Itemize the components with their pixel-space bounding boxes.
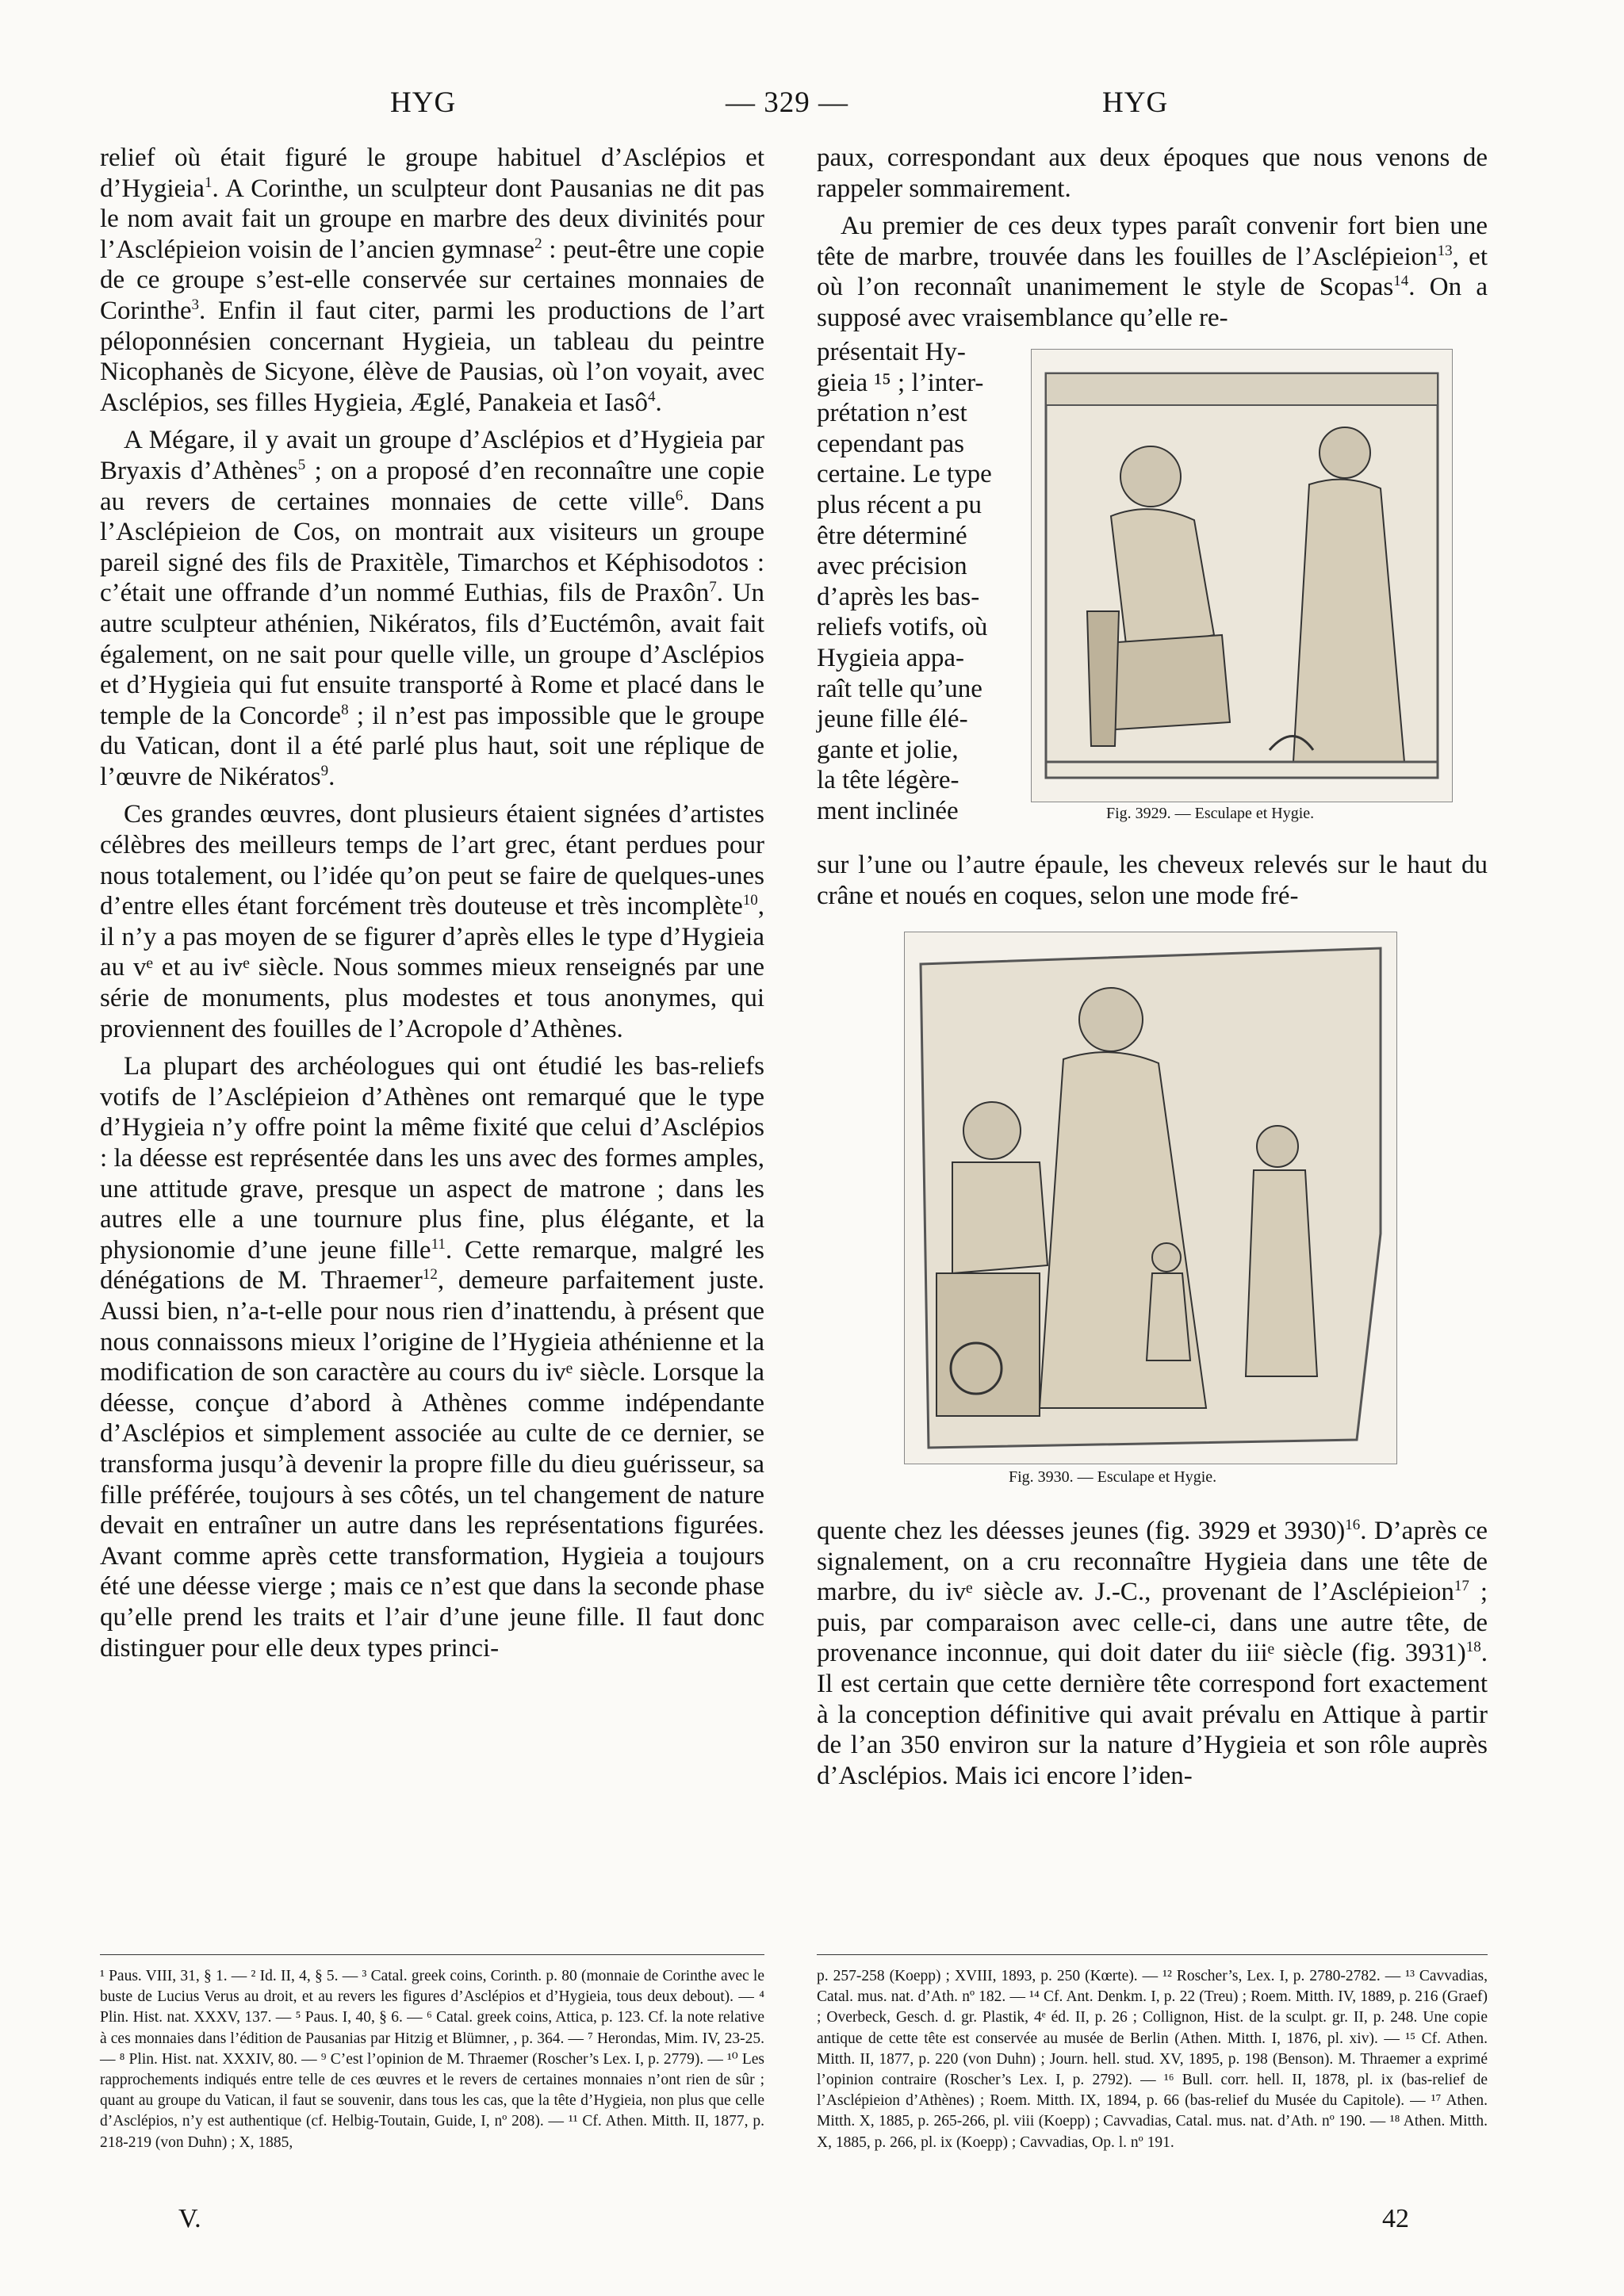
footnote-ref: 4 <box>648 388 656 405</box>
right-paragraph-2: Au premier de ces deux types paraît convenir fort bien une tête de marbre, trouvée dans les fouilles de l’Asclépieion$^{13}$, et où l’on reconnaît unanimement le style de Scopas$^{14}$. On a supposé avec vraisemblance qu’elle re- <box>817 212 1488 332</box>
relief-illustration <box>905 932 1396 1464</box>
right-column-top <box>817 143 1488 334</box>
footnote-ref: 13 <box>1437 242 1453 259</box>
running-head-right: HYG <box>1102 86 1169 119</box>
footnote-ref: 5 <box>297 456 306 473</box>
footnote-rule-right <box>817 1954 1488 1955</box>
right-paragraph-1: paux, correspondant aux deux époques que nous venons de rappeler sommairement. <box>817 144 1488 203</box>
footnote-ref: 14 <box>1393 273 1409 290</box>
footnote-ref: 10 <box>742 892 758 909</box>
footnote-ref: 7 <box>709 579 717 596</box>
left-paragraph-3: Ces grandes œuvres, dont plusieurs étaient signées d’artistes célèbres des meilleurs temps de l’art grec, étant perdues pour nous totalement, ou l’idée qu’on peut se faire de quelques-unes d’entre elles étant forcément très douteuse et très incomplète$^{10}$, il n’y a pas moyen de se figurer d’après elles le type d’Hygieia au vᵉ et au ivᵉ siècle. Nous sommes mieux renseignés par une série de monuments, plus modestes et tous anonymes, qui proviennent des fouilles de l’Acropole d’Athènes. <box>100 800 764 1043</box>
left-paragraph-1: relief où était figuré le groupe habituel d’Asclépios et d’Hygieia$^1$. A Corinthe, un sculpteur dont Pausanias ne dit pas le nom avait fait un groupe en marbre des deux divinités pour l’Asclépieion voisin de l’ancien gymnase$^2$ : peut-être une copie de ce groupe s’est-elle conservée sur certaines monnaies de Corinthe$^3$. Enfin il faut citer, parmi les productions de l’art péloponnésien concernant Hygieia, un tableau du peintre Nicophanès de Sicyone, élève de Pausias, où l’on voyait, avec Asclépios, ses filles Hygieia, Æglé, Panakeia et Iasô$^4$. <box>100 144 764 417</box>
signature-volume: V. <box>178 2204 201 2233</box>
signature-sheet: 42 <box>1382 2204 1409 2233</box>
footnote-ref: 2 <box>534 235 542 252</box>
footnotes-left: ¹ Paus. VIII, 31, § 1. — ² Id. II, 4, § 5. — ³ Catal. greek coins, Corinth. p. 80 (monnaie de Corinthe avec le buste de Lucius Verus au droit, et au revers les figures d’Asclépios et d’Hygieia, tous deux debout). — ⁴ Plin. Hist. nat. XXXV, 137. — ⁵ Paus. I, 40, § 6. — ⁶ Catal. greek coins, Attica, p. 123. Cf. la note relative à ces monnaies dans l’édition de Pausanias par Hitzig et Blümner, , p. 364. — ⁷ Herondas, Mim. IV, 23-25. — ⁸ Plin. Hist. nat. XXXIV, 80. — ⁹ C’est l’opinion de M. Thraemer (Roscher’s Lex. I, p. 2779). — ¹⁰ Les rapprochements indiqués entre telle de ces œuvres et le revers de certaines monnaies n’ont rien de sûr ; quant au groupe du Vatican, il faut se souvenir, dans tous les cas, que la tête d’Hygieia, non plus que celle d’Asclépios, n’y est authentique (cf. Helbig-Toutain, Guide, I, nº 208). — ¹¹ Cf. Athen. Mitth. II, 1877, p. 218-219 (von Duhn) ; X, 1885, <box>100 1968 764 2151</box>
figure-3930-caption: Fig. 3930. — Esculape et Hygie. <box>1009 1468 1217 1486</box>
right-column-bottom <box>817 1516 1488 1791</box>
right-wrap-text: présentait Hy- gieia ¹⁵ ; l’inter- prétation n’est cependant pas certaine. Le type plus récent a pu être déterminé avec précision d’après les bas- reliefs votifs, où Hygieia appa- raît telle qu’une jeune fille élé- gante et jolie, la tête légère- ment inclinée <box>817 338 992 825</box>
footnote-ref: 3 <box>191 296 199 313</box>
footnote-ref: 12 <box>422 1266 438 1284</box>
footnote-ref: 17 <box>1454 1578 1469 1595</box>
left-paragraph-2: A Mégare, il y avait un groupe d’Asclépios et d’Hygieia par Bryaxis d’Athènes$^5$ ; on a proposé d’en reconnaître une copie au revers de certaines monnaies de cette ville$^6$. Dans l’Asclépieion de Cos, on montrait aux visiteurs un groupe pareil signé des fils de Praxitèle, Timarchos et Képhisodotos : c’était une offrande d’un nommé Euthias, fils de Praxôn$^7$. Un autre sculpteur athénien, Nikératos, fils d’Euctémôn, avait fait également, on ne sait pour quelle ville, un groupe d’Asclépios et d’Hygieia qui fut ensuite transporté à Rome et placé dans le temple de la Concorde$^8$ ; il n’est pas impossible que le groupe du Vatican, dont il a été parlé plus haut, soit une réplique de l’œuvre de Nikératos$^9$. <box>100 426 765 791</box>
relief-illustration <box>1032 350 1452 802</box>
footnote-ref: 8 <box>341 701 349 718</box>
footnote-ref: 18 <box>1465 1639 1481 1656</box>
left-paragraph-4: La plupart des archéologues qui ont étudié les bas-reliefs votifs de l’Asclépieion d’Athènes ont remarqué que le type d’Hygieia n’y offre point la même fixité que celui d’Asclépios : la déesse est représentée dans les uns avec des formes amples, une attitude grave, presque un aspect de matrone ; dans les autres elle a une tournure plus fine, plus élégante, et la physionomie d’une jeune fille$^{11}$. Cette remarque, malgré les dénégations de M. Thraemer$^{12}$, demeure parfaitement juste. Aussi bien, n’a-t-elle pour nous rien d’inattendu, à présent que nous connaissons mieux l’origine de l’Hygieia athénienne et la modification de son caractère au cours du ivᵉ siècle. Lorsque la déesse, conçue d’abord à Athènes comme indépendante d’Asclépios et simplement associée au culte de ce dernier, se transforma jusqu’à devenir la propre fille du dieu guérisseur, sa fille préférée, toujours à ses côtés, un tel changement de nature devait en entraîner un autre dans les représentations figurées. Avant comme après cette transformation, Hygieia a toujours été une déesse vierge ; mais ce n’est que dans la seconde phase qu’elle prend les traits et l’air d’une jeune fille. Il faut donc distinguer pour elle deux types princi- <box>100 1052 764 1663</box>
right-paragraph-4: quente chez les déesses jeunes (fig. 3929 et 3930)$^{16}$. D’après ce signalement, on a cru reconnaître Hygieia dans une tête de marbre, du ivᵉ siècle av. J.-C., provenant de l’Asclépieion$^{17}$ ; puis, par comparaison avec celle-ci, dans une autre tête, de provenance inconnue, qui doit dater du iiiᵉ siècle (fig. 3931)$^{18}$. Il est certain que cette dernière tête correspond fort exactement à la conception définitive qui avait prévalu en Attique à partir de l’an 350 environ sur la nature d’Hygieia et son rôle auprès d’Asclépios. Mais ici encore l’iden- <box>817 1517 1488 1790</box>
right-paragraph-3: sur l’une ou l’autre épaule, les cheveux relevés sur le haut du crâne et noués en coques, selon une mode fré- <box>817 851 1488 910</box>
page-number: — 329 — <box>726 86 848 119</box>
figure-3930-relief <box>904 932 1397 1464</box>
footnote-rule-left <box>100 1954 764 1955</box>
figure-3929-caption: Fig. 3929. — Esculape et Hygie. <box>1106 805 1315 822</box>
footnote-ref: 16 <box>1345 1517 1361 1533</box>
footnote-ref: 9 <box>320 762 329 779</box>
footnote-ref: 11 <box>431 1235 446 1253</box>
footnotes-right: p. 257-258 (Koepp) ; XVIII, 1893, p. 250 (Kœrte). — ¹² Roscher’s, Lex. I, p. 2780-2782. — ¹³ Cavvadias, Catal. mus. nat. d’Ath. nº 182. — ¹⁴ Cf. Ant. Denkm. I, p. 22 (Treu) ; Roem. Mitth. IV, 1889, p. 216 (Graef) ; Overbeck, Gesch. d. gr. Plastik, 4ᵉ éd. II, p. 26 ; Collignon, Hist. de la sculpt. gr. II, p. 248. Une copie antique de cette tête est conservée au musée de Berlin (Athen. Mitth. I, 1876, pl. xiv). — ¹⁵ Cf. Athen. Mitth. II, 1877, p. 220 (von Duhn) ; Journ. hell. stud. XV, 1895, p. 198 (Benson). M. Thraemer a exprimé l’opinion contraire (Roscher’s Lex. I, p. 2792). — ¹⁶ Bull. corr. hell. II, 1878, pl. ix (bas-relief de l’Asclépieion d’Athènes) ; Roem. Mitth. IX, 1894, p. 66 (bas-relief du Musée du Capitole). — ¹⁷ Athen. Mitth. X, 1885, p. 265-266, pl. viii (Koepp) ; Cavvadias, Catal. mus. nat. d’Ath. nº 190. — ¹⁸ Athen. Mitth. X, 1885, p. 266, pl. ix (Koepp) ; Cavvadias, Op. l. nº 191. <box>817 1968 1488 2151</box>
running-head-left: HYG <box>390 86 457 119</box>
footnote-ref: 6 <box>675 487 684 504</box>
left-column <box>100 143 764 1663</box>
figure-3929-relief <box>1031 349 1453 802</box>
footnote-ref: 1 <box>204 174 213 191</box>
